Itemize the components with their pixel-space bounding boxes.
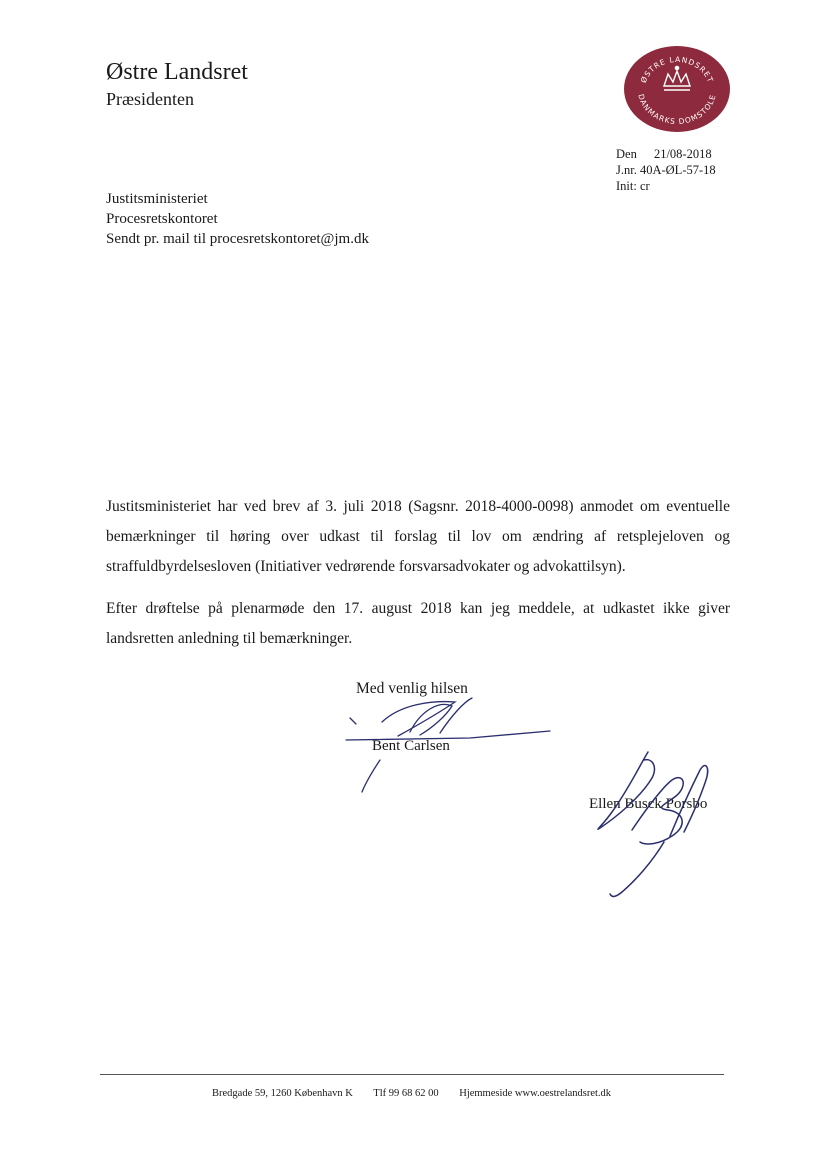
signature-ellen-busck-porsbo bbox=[598, 752, 708, 896]
recipient-line-2: Procesretskontoret bbox=[106, 211, 218, 227]
initials: Init: cr bbox=[616, 179, 650, 193]
footer-phone: Tlf 99 68 62 00 bbox=[373, 1088, 439, 1099]
footer-address: Bredgade 59, 1260 København K bbox=[212, 1088, 353, 1099]
seal-text-bottom: DANMARKS DOMSTOLE bbox=[636, 93, 718, 127]
letter-body bbox=[106, 492, 730, 666]
footer-contact bbox=[212, 1087, 629, 1101]
reference-block bbox=[616, 146, 716, 194]
department-name: Præsidenten bbox=[106, 89, 194, 109]
date-value: 21/08-2018 bbox=[653, 147, 712, 161]
footer-website: Hjemmeside www.oestrelandsret.dk bbox=[459, 1088, 612, 1099]
date-label: Den bbox=[616, 147, 637, 161]
body-paragraph-1: Justitsministeriet har ved brev af 3. juli 2018 (Sagsnr. 2018-4000-0098) anmodet om eventuelle bemærkninger til høring over udkast til forslag til lov om ændring af retsplejeloven og straffuldbyrdelsesloven (Initiativer vedrørende forsvarsadvokater og advokattilsyn). bbox=[106, 498, 730, 575]
seal-text-top: ØSTRE LANDSRET bbox=[638, 54, 716, 85]
recipient-line-1: Justitsministeriet bbox=[106, 191, 208, 207]
recipient-line-3: Sendt pr. mail til procesretskontoret@jm.dk bbox=[106, 231, 369, 247]
recipient-address bbox=[106, 189, 369, 249]
signer-name-1: Bent Carlsen bbox=[372, 738, 450, 754]
body-paragraph-2: Efter drøftelse på plenarmøde den 17. august 2018 kan jeg meddele, at udkastet ikke giver landsretten anledning til bemærkninger. bbox=[106, 600, 730, 647]
footer-divider bbox=[100, 1074, 724, 1075]
court-name: Østre Landsret bbox=[106, 59, 248, 85]
court-seal-logo bbox=[624, 46, 730, 132]
signer-name-2: Ellen Busck Porsbo bbox=[589, 796, 708, 812]
closing-greeting: Med venlig hilsen bbox=[356, 680, 468, 697]
journal-number: J.nr. 40A-ØL-57-18 bbox=[616, 163, 716, 177]
